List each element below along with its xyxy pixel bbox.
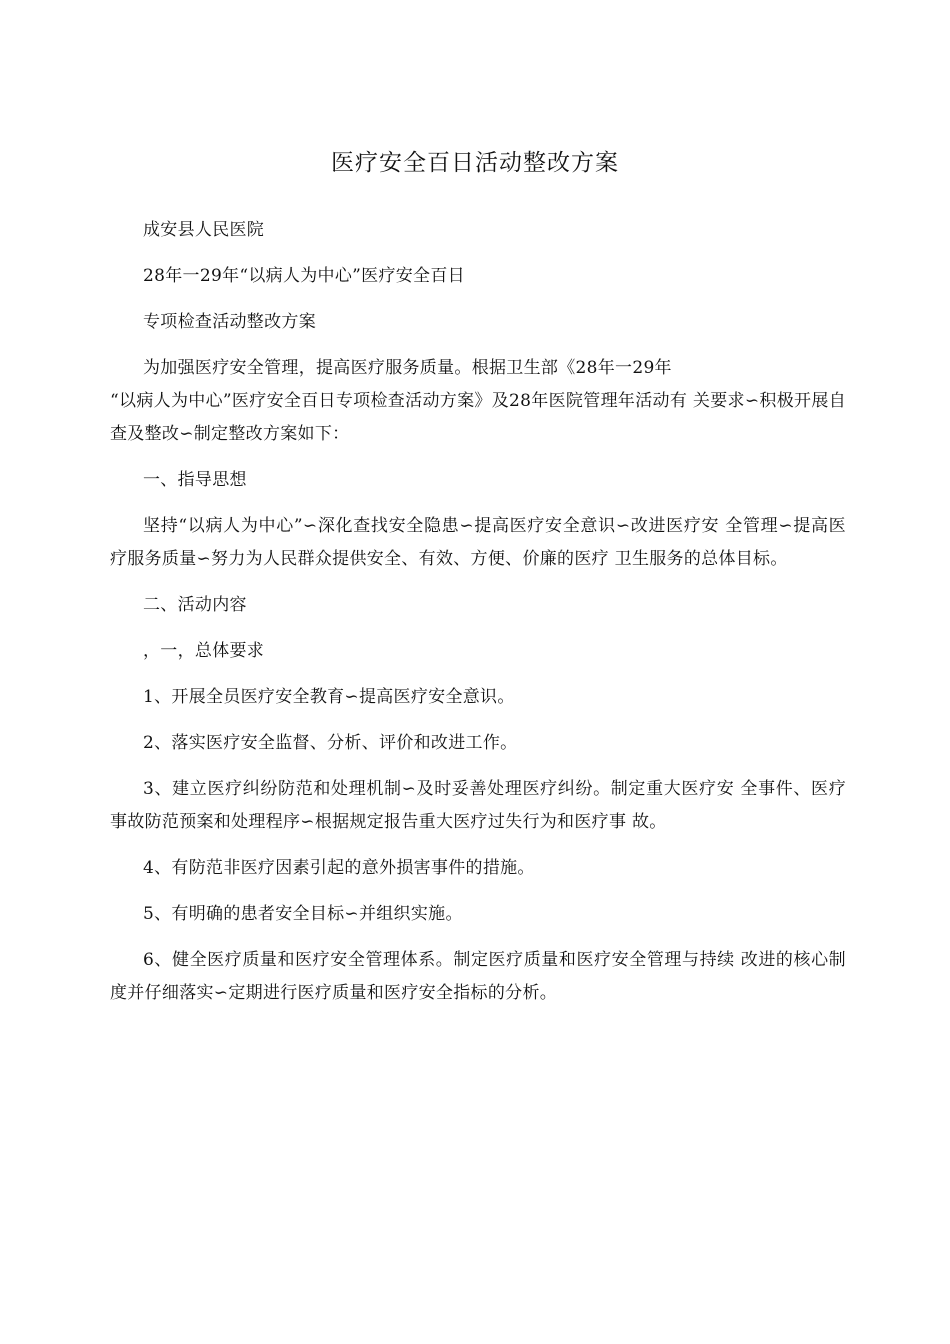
paragraph-subtitle-line-2: 专项检查活动整改方案 bbox=[143, 312, 316, 332]
paragraph-guiding-thought: 坚持“以病人为中心”∽深化查找安全隐患∽提高医疗安全意识∽改进医疗安 全管理∽提高医疗服务质量∽努力为人民群众提供安全、有效、方便、价廉的医疗 卫生服务的总体目标。 bbox=[110, 516, 846, 569]
list-item-2: 2、落实医疗安全监督、分析、评价和改进工作。 bbox=[143, 733, 518, 753]
list-item-1: 1、开展全员医疗安全教育∽提高医疗安全意识。 bbox=[143, 687, 515, 707]
section-heading-activity-content: 二、活动内容 bbox=[143, 595, 247, 615]
list-item-6: 6、健全医疗质量和医疗安全管理体系。制定医疗质量和医疗安全管理与持续 改进的核心制度并仔细落实∽定期进行医疗质量和医疗安全指标的分析。 bbox=[110, 950, 846, 1003]
subsection-heading-general-requirements: ，一，总体要求 bbox=[143, 641, 265, 661]
paragraph-hospital-name: 成安县人民医院 bbox=[143, 220, 265, 240]
document-title: 医疗安全百日活动整改方案 bbox=[331, 150, 619, 176]
list-item-3: 3、建立医疗纠纷防范和处理机制∽及时妥善处理医疗纠纷。制定重大医疗安 全事件、医疗事故防范预案和处理程序∽根据规定报告重大医疗过失行为和医疗事 故。 bbox=[110, 779, 846, 832]
list-item-5: 5、有明确的患者安全目标∽并组织实施。 bbox=[143, 904, 463, 924]
document-body bbox=[110, 214, 846, 1023]
paragraph-intro-continued: “以病人为中心”医疗安全百日专项检查活动方案》及28年医院管理年活动有 关要求∽积极开展自查及整改∽制定整改方案如下： bbox=[110, 391, 846, 444]
paragraph-subtitle-line-1: 28年一29年“以病人为中心”医疗安全百日 bbox=[143, 266, 465, 286]
paragraph-intro-line-1: 为加强医疗安全管理，提高医疗服务质量。根据卫生部《28年一29年 bbox=[143, 358, 672, 378]
list-item-4: 4、有防范非医疗因素引起的意外损害事件的措施。 bbox=[143, 858, 535, 878]
section-heading-guiding-thought: 一、指导思想 bbox=[143, 470, 247, 490]
